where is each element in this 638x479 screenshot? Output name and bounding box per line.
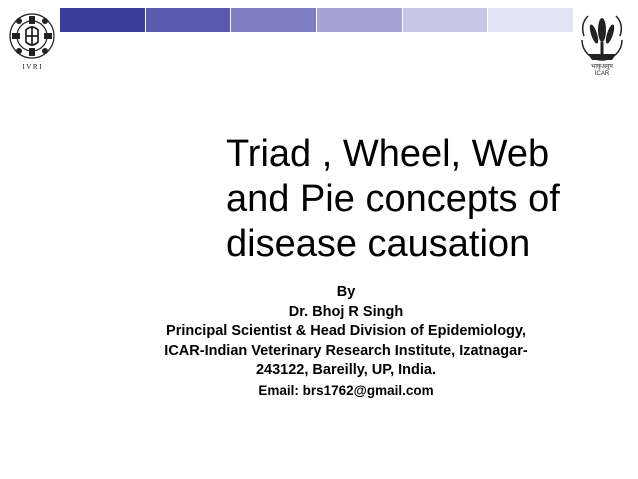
icar-logo-devanagari: भाकृअनुप — [591, 63, 613, 70]
icar-logo-letters: ICAR — [594, 71, 610, 76]
byline-institute-1: ICAR-Indian Veterinary Research Institute, Izatnagar- — [164, 342, 528, 359]
byline-by: By — [336, 284, 356, 300]
title-line-2: and Pie concepts of — [226, 178, 560, 220]
title-line-1: Triad , Wheel, Web — [226, 133, 550, 175]
band-segment — [317, 8, 403, 32]
byline-institute-2: 243122, Bareilly, UP, India. — [255, 362, 436, 378]
byline-author: Dr. Bhoj R Singh — [288, 303, 404, 320]
band-segment — [231, 8, 317, 32]
icar-logo-icon — [574, 10, 630, 76]
author-byline — [136, 283, 556, 400]
ivri-logo-icon — [6, 4, 58, 72]
byline-email: Email: brs1762@gmail.com — [258, 382, 434, 398]
band-segment — [60, 8, 146, 32]
band-segment — [403, 8, 489, 32]
slide-title — [226, 132, 626, 267]
top-gradient-band — [60, 8, 574, 32]
ivri-logo-letters: I V R I — [22, 63, 42, 71]
band-segment — [488, 8, 574, 32]
band-segment — [146, 8, 232, 32]
title-line-3: disease causation — [226, 223, 531, 265]
byline-position: Principal Scientist & Head Division of Epidemiology, — [166, 323, 526, 339]
